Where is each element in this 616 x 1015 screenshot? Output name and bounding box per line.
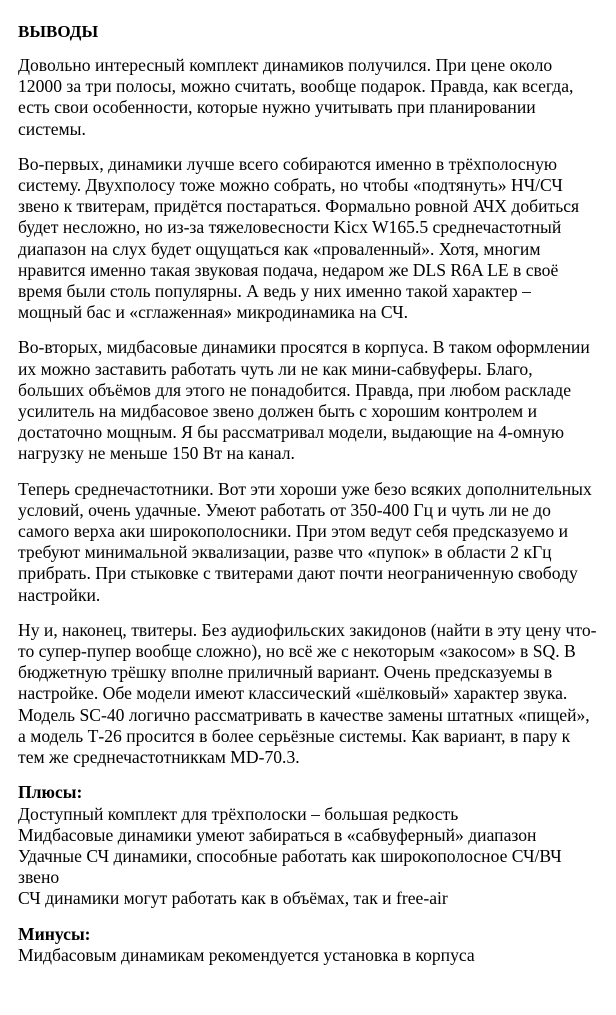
paragraph-second: Во-вторых, мидбасовые динамики просятся в корпуса. В таком оформлении их можно заставить работать чуть ли не как мини-сабвуферы. Благо, больших объёмов для этого не понадобится. Правда, при любом раскладе усилитель на мидбасовое звено должен быть с хорошим контролем и достаточно мощным. Я бы рассматривал модели, выдающие на 4-омную нагрузку не меньше 150 Вт на канал. [18, 337, 590, 464]
paragraph-intro: Довольно интересный комплект динамиков получился. При цене около 12000 за три полосы, можно считать, вообще подарок. Правда, как всегда, есть свои особенности, которые нужно учитывать при планировании системы. [18, 55, 574, 139]
list-item: Мидбасовым динамикам рекомендуется установка в корпуса [18, 944, 475, 965]
paragraph-first: Во-первых, динамики лучше всего собираются именно в трёхполосную систему. Двухполосу тоже можно собрать, но чтобы «подтянуть» НЧ/СЧ звено к твитерам, придётся постараться. Формально ровной АЧХ добиться будет несложно, но из-за тяжеловесности Kicx W165.5 среднечастотный диапазон на слух будет ощущаться как «проваленный». Хотя, многим нравится именно такая звуковая подача, недаром же DLS R6A LE в своё время были столь популярны. А ведь у них именно такой характер – мощный бас и «сглаженная» микродинамика на СЧ. [18, 153, 580, 323]
pros-title: Плюсы: [18, 782, 83, 803]
list-item: Доступный комплект для трёхполоски – большая редкость [18, 803, 459, 824]
paragraph-midrange: Теперь среднечастотники. Вот эти хороши уже безо всяких дополнительных условий, очень удачные. Умеют работать от 350-400 Гц и чуть ли не до самого верха аки широкополосники. При этом ведут себя предсказуемо и требуют минимальной эквализации, разве что «пупок» в области 2 кГц прибрать. При стыковке с твитерами дают почти неограниченную свободу настройки. [18, 478, 592, 605]
cons-title: Минусы: [18, 923, 91, 944]
list-item: Удачные СЧ динамики, способные работать как широкополосное СЧ/ВЧ звено [18, 845, 562, 888]
list-item: Мидбасовые динамики умеют забираться в «сабвуферный» диапазон [18, 824, 537, 845]
paragraph-tweeters: Ну и, наконец, твитеры. Без аудиофильских закидонов (найти в эту цену что-то супер-пупер вообще сложно), но всё же с некоторым «закосом» в SQ. В бюджетную трёшку вполне приличный вариант. Очень предсказуемы в настройке. Обе модели имеют классический «шёлковый» характер звука. Модель SC-40 логично рассматривать в качестве замены штатных «пищей», а модель Т-26 просится в более серьёзные системы. Как вариант, в пару к тем же среднечастотниккам MD-70.3. [18, 619, 597, 768]
section-title: ВЫВОДЫ [18, 22, 99, 41]
list-item: СЧ динамики могут работать как в объёмах, так и free-air [18, 888, 448, 909]
pros-list [18, 804, 598, 910]
cons-list [18, 945, 598, 966]
